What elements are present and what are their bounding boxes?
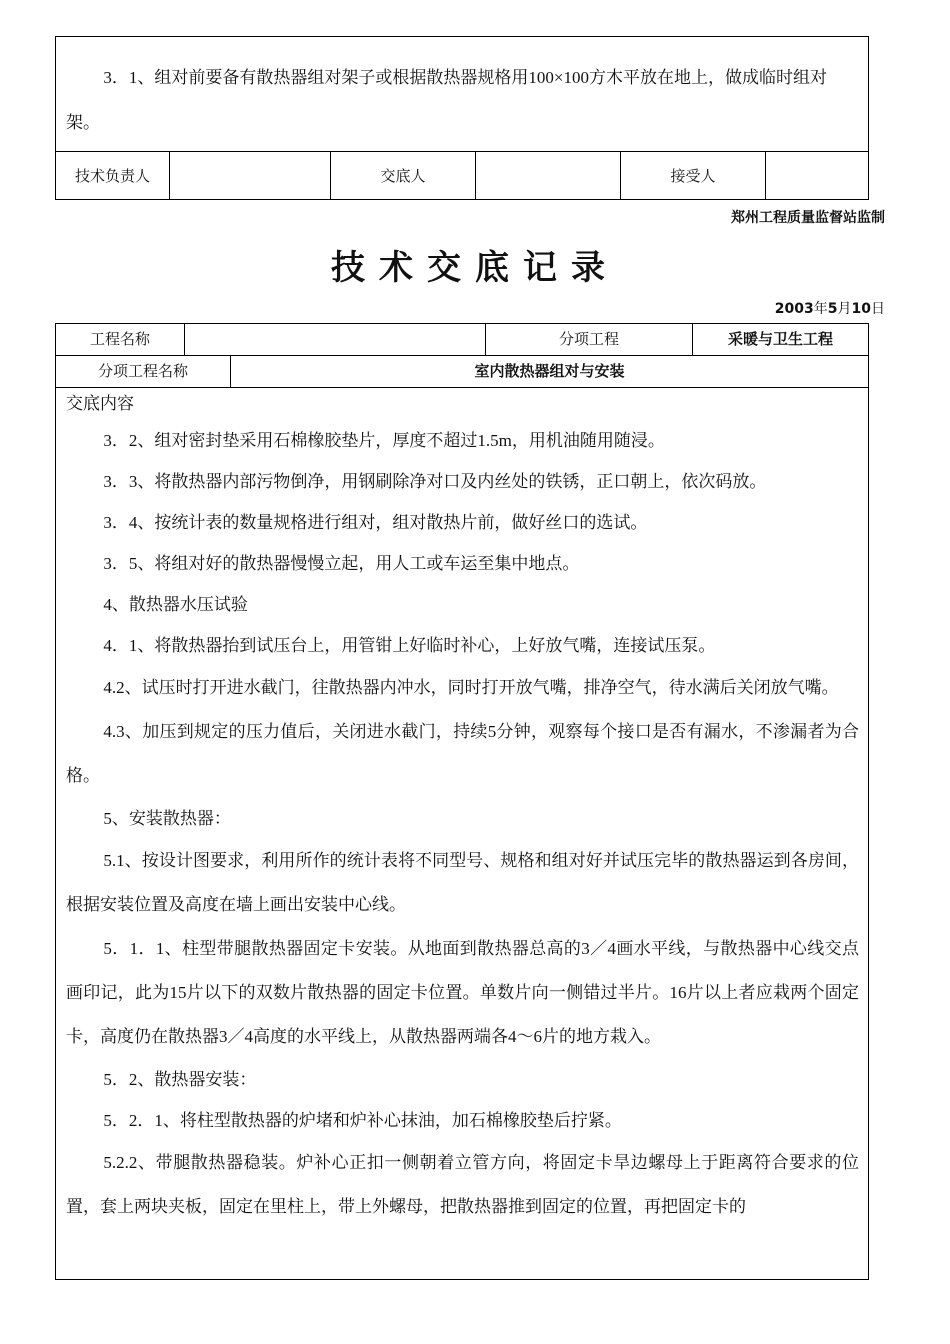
content-paragraph: 5．2、散热器安装： bbox=[103, 1070, 257, 1089]
date-year: 2003 bbox=[774, 301, 814, 317]
header-row-1 bbox=[56, 324, 868, 356]
discloser-value[interactable] bbox=[476, 152, 621, 200]
top-continuation-table bbox=[55, 36, 869, 200]
header-row-2 bbox=[56, 356, 868, 388]
top-paragraph: 3．1、组对前要备有散热器组对架子或根据散热器规格用100×100方木平放在地上，做成临时组对架。 bbox=[66, 68, 827, 132]
project-name-label: 工程名称 bbox=[56, 324, 185, 355]
content-paragraph: 3．5、将组对好的散热器慢慢立起，用人工或车运至集中地点。 bbox=[103, 554, 580, 573]
content-paragraph: 5、安装散热器： bbox=[103, 809, 231, 828]
content-paragraph: 5．1．1、柱型带腿散热器固定卡安装。从地面到散热器总高的3／4画水平线，与散热器中心线交点画印记，此为15片以下的双数片散热器的固定卡位置。单数片向一侧错过半片。16片以上者应栽两个固定卡，高度仍在散热器3／4高度的水平线上，从散热器两端各4～6片的地方栽入。 bbox=[66, 939, 859, 1046]
content-paragraph: 4.2、试压时打开进水截门，往散热器内冲水，同时打开放气嘴，排净空气，待水满后关闭放气嘴。 bbox=[103, 678, 839, 697]
content-paragraph: 5．2．1、将柱型散热器的炉堵和炉补心抹油，加石棉橡胶垫后拧紧。 bbox=[103, 1111, 622, 1130]
sub-project-label: 分项工程 bbox=[486, 324, 693, 355]
record-table bbox=[55, 323, 869, 1280]
content-paragraph: 3．3、将散热器内部污物倒净，用钢刷除净对口及内丝处的铁锈，正口朝上，依次码放。 bbox=[103, 472, 767, 491]
monitor-note: 郑州工程质量监督站监制 bbox=[731, 210, 885, 226]
tech-lead-value[interactable] bbox=[170, 152, 331, 200]
date-day: 10 bbox=[851, 301, 871, 317]
discloser-label: 交底人 bbox=[331, 152, 476, 200]
content-label: 交底内容 bbox=[66, 394, 134, 414]
date-year-unit: 年 bbox=[813, 301, 828, 317]
content-paragraph: 3．2、组对密封垫采用石棉橡胶垫片，厚度不超过1.5m，用机油随用随浸。 bbox=[103, 431, 665, 450]
sub-project-name-label: 分项工程名称 bbox=[56, 356, 231, 387]
content-paragraph: 5.1、按设计图要求，利用所作的统计表将不同型号、规格和组对好并试压完毕的散热器运到各房间，根据安装位置及高度在墙上画出安装中心线。 bbox=[66, 851, 859, 914]
content-paragraph: 4、散热器水压试验 bbox=[103, 595, 248, 614]
sub-project-name-value: 室内散热器组对与安装 bbox=[474, 362, 625, 380]
page-title: 技术交底记录 bbox=[331, 248, 619, 288]
date-month-unit: 月 bbox=[837, 301, 852, 317]
record-date bbox=[775, 298, 885, 318]
content-paragraph: 4.3、加压到规定的压力值后，关闭进水截门，持续5分钟，观察每个接口是否有漏水，不渗漏者为合格。 bbox=[66, 722, 859, 785]
receiver-value[interactable] bbox=[766, 152, 868, 200]
top-content-cell bbox=[56, 37, 868, 152]
content-paragraph: 3．4、按统计表的数量规格进行组对，组对散热片前，做好丝口的选试。 bbox=[103, 513, 648, 532]
project-name-value[interactable] bbox=[185, 324, 486, 355]
date-month: 5 bbox=[827, 301, 838, 317]
content-paragraph: 5.2.2、带腿散热器稳装。炉补心正扣一侧朝着立管方向，将固定卡旱边螺母上于距离符合要求的位置，套上两块夹板，固定在里柱上，带上外螺母，把散热器推到固定的位置，再把固定卡的 bbox=[66, 1153, 859, 1216]
receiver-label: 接受人 bbox=[621, 152, 766, 200]
disclosure-content bbox=[56, 388, 868, 1279]
tech-lead-label: 技术负责人 bbox=[56, 152, 170, 200]
sub-project-value: 采暖与卫生工程 bbox=[727, 330, 833, 348]
date-day-unit: 日 bbox=[871, 301, 885, 317]
content-paragraph: 4．1、将散热器抬到试压台上，用管钳上好临时补心，上好放气嘴，连接试压泵。 bbox=[103, 636, 716, 655]
